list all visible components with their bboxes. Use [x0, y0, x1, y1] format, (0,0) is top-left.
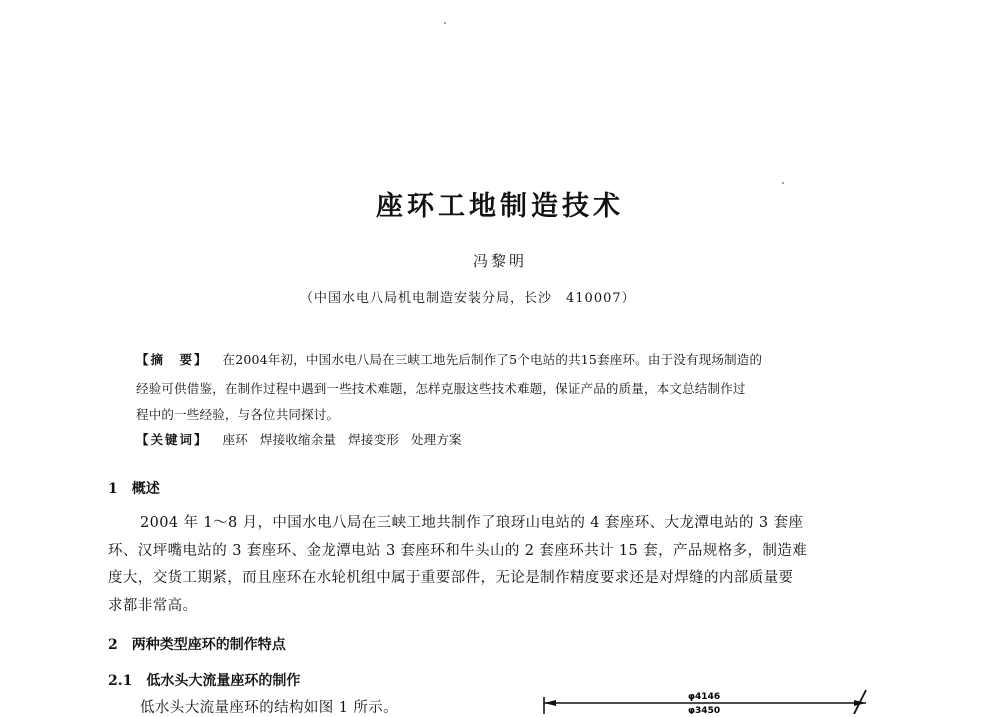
- body-line: 2004 年 1～8 月，中国水电八局在三峡工地共制作了琅玡山电站的 4 套座环、大龙潭电站的 3 套座: [140, 515, 804, 531]
- dimension-inner-label: φ3450: [688, 706, 721, 714]
- figure-1-drawing: [536, 686, 876, 714]
- subsection-title: 低水头大流量座环的制作: [146, 673, 301, 689]
- author-name: 冯黎明: [472, 252, 527, 270]
- section-title: 概述: [131, 481, 160, 497]
- keyword: 处理方案: [410, 432, 462, 447]
- abstract-line: 经验可供借鉴，在制作过程中遇到一些技术难题，怎样克服这些技术难题，保证产品的质量，本文总结制作过: [136, 381, 746, 396]
- keyword: 焊接收缩余量: [259, 432, 337, 447]
- scan-speck: [444, 22, 446, 24]
- abstract-text: 在2004年初，中国水电八局在三峡工地先后制作了5个电站的共15套座环。由于没有现场制造的: [222, 352, 763, 367]
- section-heading: [108, 634, 286, 654]
- keyword: 焊接变形: [348, 432, 399, 447]
- section-heading: [108, 478, 160, 498]
- abstract-line: [136, 350, 762, 368]
- author-affiliation: （中国水电八局机电制造安装分局，长沙 410007）: [300, 291, 636, 306]
- abstract-line: 程中的一些经验，与各位共同探讨。: [136, 407, 340, 422]
- body-line: 环、汉坪嘴电站的 3 套座环、金龙潭电站 3 套座环和牛头山的 2 套座环共计 15 套，产品规格多，制造难: [108, 543, 808, 559]
- section-number: 2: [108, 637, 118, 653]
- arrowhead-left-icon: [544, 700, 556, 706]
- body-line: 度大，交货工期紧，而且座环在水轮机组中属于重要部件，无论是制作精度要求还是对焊缝的内部质量要: [108, 570, 794, 586]
- subsection-number: 2.1: [108, 673, 133, 689]
- body-line: 低水头大流量座环的结构如图 1 所示。: [140, 700, 399, 716]
- keywords-tag: 【关键词】: [136, 432, 209, 447]
- section-title: 两种类型座环的制作特点: [131, 637, 286, 653]
- abstract-tag: 【摘 要】: [136, 352, 209, 367]
- keywords-line: [136, 430, 474, 448]
- subsection-heading: [108, 670, 300, 690]
- body-line: 求都非常高。: [108, 598, 198, 614]
- keyword: 座环: [222, 432, 248, 447]
- dimension-outer-label: φ4146: [688, 692, 721, 702]
- section-number: 1: [108, 481, 118, 497]
- paper-title: 座环工地制造技术: [376, 191, 624, 222]
